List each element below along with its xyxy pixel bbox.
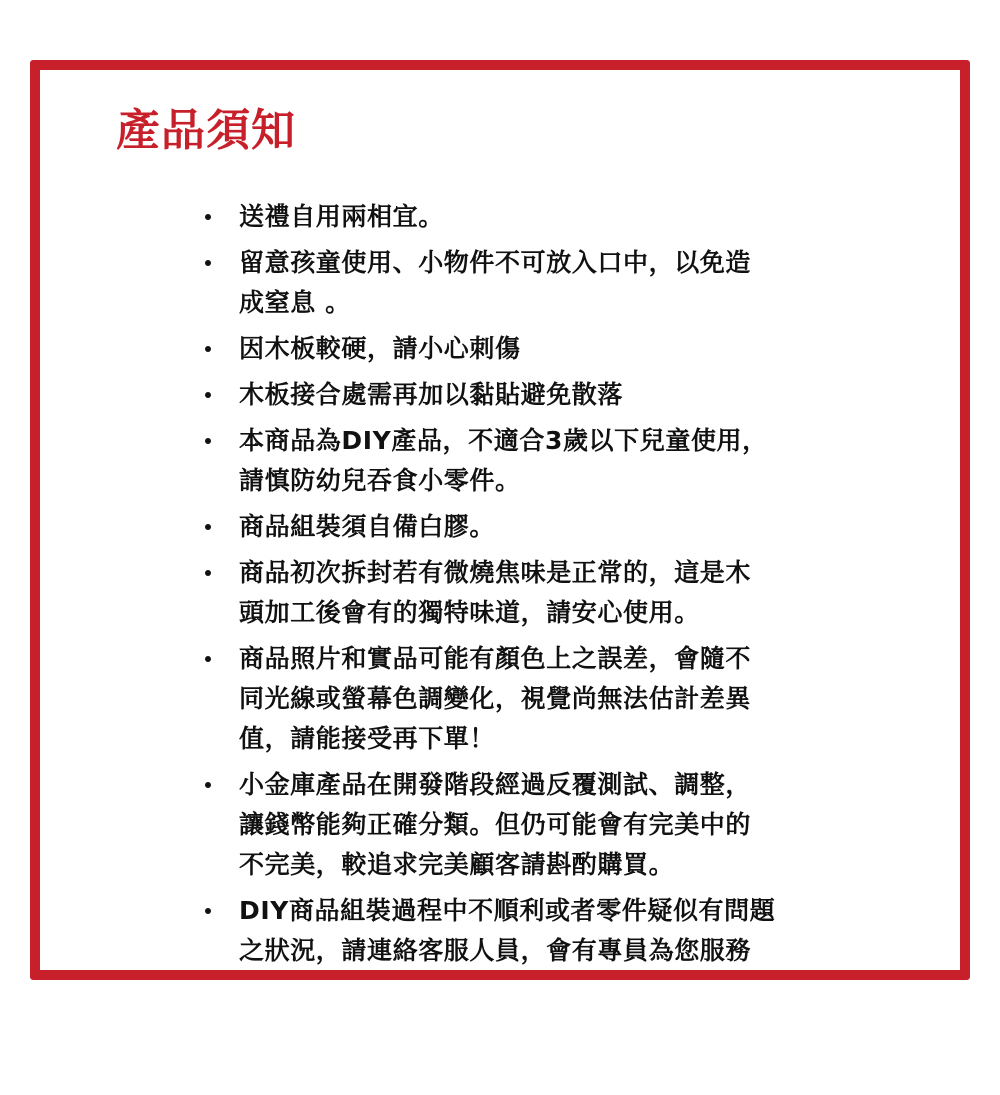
notice-text-line: 本商品為DIY產品，不適合3歲以下兒童使用，: [239, 426, 768, 455]
notice-text-line: 之狀況，請連絡客服人員，會有專員為您服務: [239, 936, 752, 965]
bullet-icon: [205, 438, 211, 444]
notice-text-line: 留意孩童使用、小物件不可放入口中，以免造: [239, 248, 752, 277]
bullet-icon: [205, 524, 211, 530]
notice-item-imperfection: [205, 765, 825, 885]
bullet-icon: [205, 260, 211, 266]
bullet-icon: [205, 214, 211, 220]
notice-item-color-difference: [205, 639, 825, 759]
notice-text-line: 送禮自用兩相宜。: [239, 202, 444, 231]
bullet-icon: [205, 908, 211, 914]
notice-text-line: 讓錢幣能夠正確分類。但仍可能會有完美中的: [239, 810, 752, 839]
notice-text-line: 因木板較硬，請小心刺傷: [239, 334, 521, 363]
bullet-icon: [205, 392, 211, 398]
notice-item-white-glue: [205, 507, 825, 547]
notice-item-glue-joints: [205, 375, 825, 415]
notice-title: 產品須知: [116, 105, 296, 156]
notice-item-hard-board: [205, 329, 825, 369]
notice-text-line: 值，請能接受再下單！: [239, 724, 496, 753]
notice-item-burnt-smell: [205, 553, 825, 633]
notice-text-line: 商品組裝須自備白膠。: [239, 512, 496, 541]
notice-text-line: 木板接合處需再加以黏貼避免散落: [239, 380, 624, 409]
bullet-icon: [205, 656, 211, 662]
notice-text-line: DIY商品組裝過程中不順利或者零件疑似有問題: [239, 896, 776, 925]
notice-text-line: 不完美，較追求完美顧客請斟酌購買。: [239, 850, 675, 879]
notice-text-line: 成窒息 。: [239, 288, 351, 317]
notice-text-line: 商品照片和實品可能有顏色上之誤差，會隨不: [239, 644, 752, 673]
notice-item-age-warning: [205, 421, 825, 501]
notice-text-line: 小金庫產品在開發階段經過反覆測試、調整，: [239, 770, 752, 799]
notice-item-small-parts-warning: [205, 243, 825, 323]
notice-text-line: 頭加工後會有的獨特味道，請安心使用。: [239, 598, 700, 627]
notice-list: [205, 197, 825, 977]
notice-text-line: 請慎防幼兒吞食小零件。: [239, 466, 521, 495]
bullet-icon: [205, 782, 211, 788]
bullet-icon: [205, 570, 211, 576]
notice-item-customer-service: [205, 891, 825, 971]
notice-text-line: 商品初次拆封若有微燒焦味是正常的，這是木: [239, 558, 752, 587]
notice-item-gift: [205, 197, 825, 237]
notice-text-line: 同光線或螢幕色調變化，視覺尚無法估計差異: [239, 684, 752, 713]
bullet-icon: [205, 346, 211, 352]
